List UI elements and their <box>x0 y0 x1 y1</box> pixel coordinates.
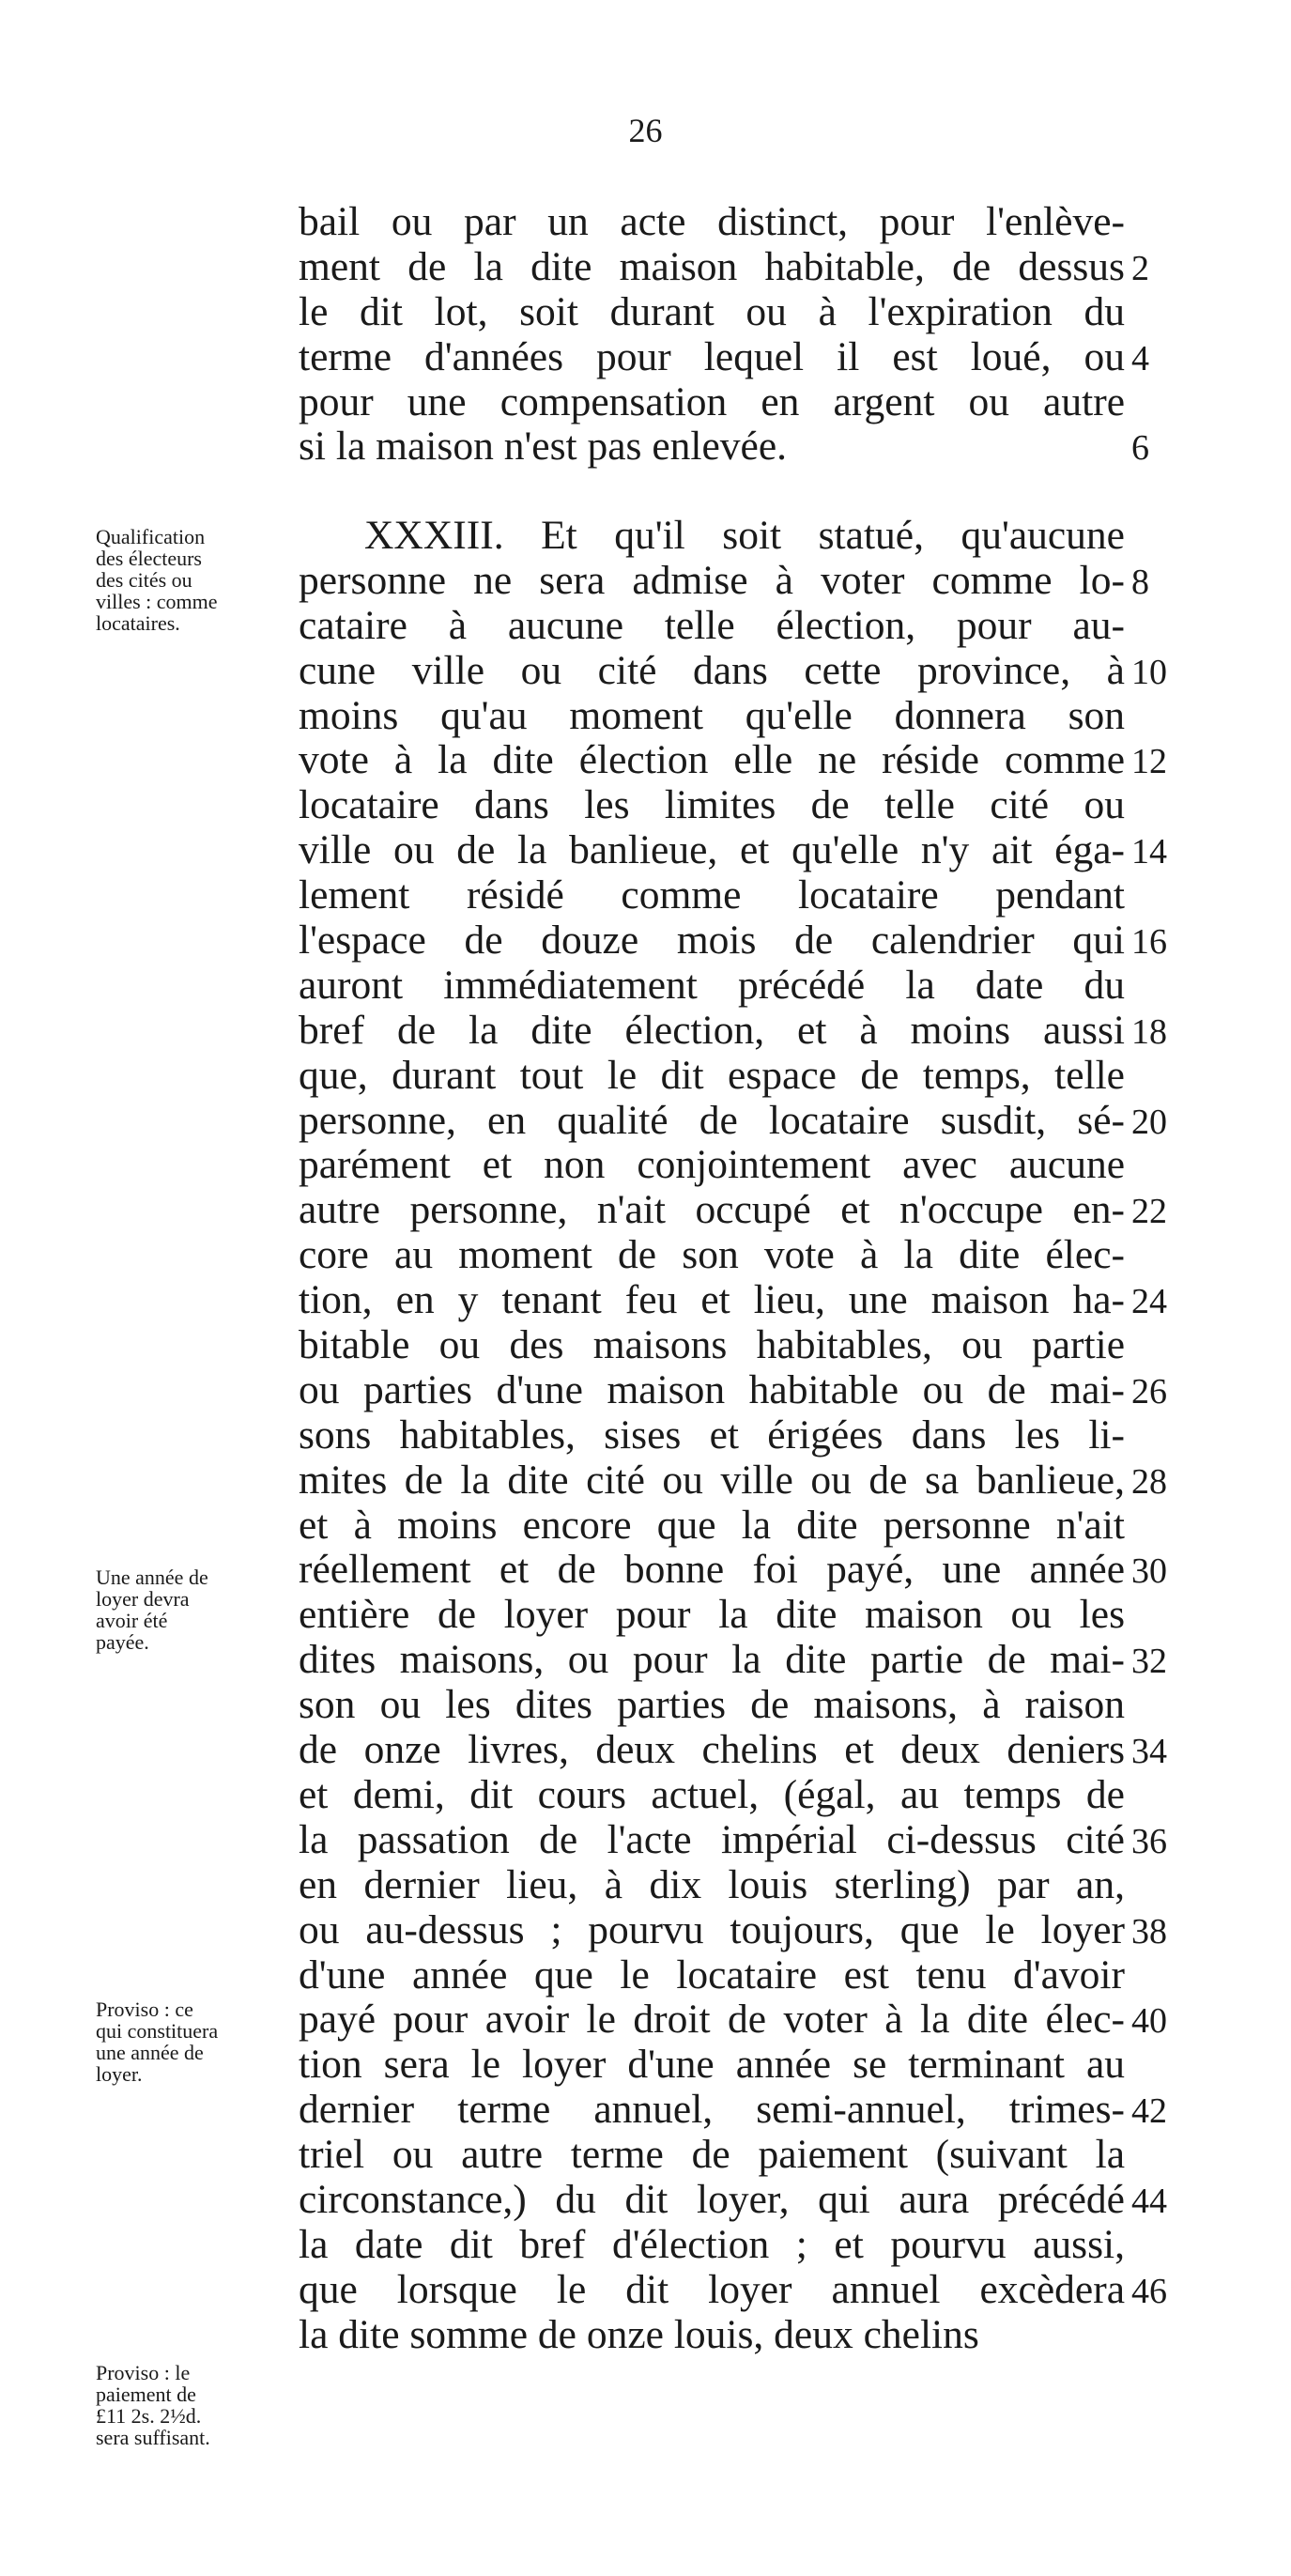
text-line: parément et non conjointement avec aucune <box>299 1142 1125 1188</box>
text-line: réellement et de bonne foi payé, une année <box>299 1547 1125 1593</box>
line-number <box>1131 1955 1188 2000</box>
text-line: que, durant tout le dit espace de temps, telle <box>299 1052 1125 1098</box>
text-line: ou parties d'une maison habitable ou de mai- <box>299 1366 1125 1412</box>
line-number <box>1131 1775 1188 1820</box>
line-number: 20 <box>1131 1102 1167 1142</box>
sidenote-line: paiement de <box>96 2383 196 2406</box>
sidenote-une-annee <box>96 1566 284 1653</box>
sidenote-line: payée. <box>96 1630 149 1654</box>
text-line: tion, en y tenant feu et lieu, une maison ha- <box>299 1277 1125 1323</box>
line-number <box>1131 875 1188 920</box>
text-line: dites maisons, ou pour la dite partie de mai- <box>299 1637 1125 1683</box>
sidenote-line: locataires. <box>96 611 180 635</box>
text-line: terme d'années pour lequel il est loué, ou <box>299 333 1125 379</box>
text-line: et à moins encore que la dite personne n'ait <box>299 1502 1125 1548</box>
line-number <box>1131 1145 1188 1190</box>
line-number <box>1131 202 1188 247</box>
text-line: entière de loyer pour la dite maison ou les <box>299 1592 1125 1638</box>
line-number: 30 <box>1131 1551 1167 1592</box>
sidenote-proviso-paiement <box>96 2362 284 2448</box>
text-line: ou au-dessus ; pourvu toujours, que le loyer <box>299 1906 1125 1952</box>
line-number <box>1131 1056 1188 1101</box>
line-number: 4 <box>1131 338 1149 378</box>
line-number: 24 <box>1131 1282 1167 1322</box>
text-line: triel ou autre terme de paiement (suivant la <box>299 2132 1125 2178</box>
line-number <box>1131 1865 1188 1910</box>
text-line: payé pour avoir le droit de voter à la dite élec- <box>299 1997 1125 2043</box>
sidenote-proviso-annee <box>96 1998 284 2085</box>
text-line: et demi, dit cours actuel, (égal, au temps de <box>299 1771 1125 1817</box>
line-number <box>1131 606 1188 651</box>
line-number: 34 <box>1131 1732 1167 1772</box>
line-number: 10 <box>1131 652 1167 692</box>
text-line: core au moment de son vote à la dite élec- <box>299 1232 1125 1278</box>
text-line: en dernier lieu, à dix louis sterling) par an, <box>299 1861 1125 1907</box>
text-line: lement résidé comme locataire pendant <box>299 872 1125 918</box>
line-number <box>1131 292 1188 337</box>
line-number: 18 <box>1131 1011 1167 1052</box>
line-number: 26 <box>1131 1371 1167 1411</box>
sidenote-line: qui constituera <box>96 2019 219 2043</box>
line-number <box>1131 1595 1188 1640</box>
sidenote-line: Proviso : le <box>96 2361 191 2384</box>
line-number <box>1131 1685 1188 1730</box>
line-number <box>1131 2225 1188 2270</box>
text-line: d'une année que le locataire est tenu d'avoir <box>299 1951 1125 1998</box>
sidenote-line: avoir été <box>96 1609 168 1632</box>
text-line: moins qu'au moment qu'elle donnera son <box>299 692 1125 738</box>
line-number: 14 <box>1131 832 1167 872</box>
line-number: 28 <box>1131 1461 1167 1502</box>
text-line: que lorsque le dit loyer annuel excèdera <box>299 2266 1125 2312</box>
text-line: la dite somme de onze louis, deux chelins <box>299 2311 979 2357</box>
sidenote-line: sera suffisant. <box>96 2426 210 2449</box>
text-line: l'espace de douze mois de calendrier qui <box>299 918 1125 964</box>
text-line: son ou les dites parties de maisons, à raison <box>299 1682 1125 1728</box>
text-line: bail ou par un acte distinct, pour l'enlève- <box>299 199 1125 244</box>
text-line: si la maison n'est pas enlevée. <box>299 424 788 470</box>
text-line: XXXIII. Et qu'il soit statué, qu'aucune <box>364 513 1125 558</box>
text-line: mites de la dite cité ou ville ou de sa banlieue, <box>299 1457 1125 1503</box>
line-number: 32 <box>1131 1642 1167 1682</box>
text-line: dernier terme annuel, semi-annuel, trimes- <box>299 2087 1125 2133</box>
text-line: cataire à aucune telle élection, pour au- <box>299 602 1125 648</box>
sidenote-line: loyer. <box>96 2062 143 2086</box>
sidenote-line: £11 2s. 2½d. <box>96 2404 202 2428</box>
line-number <box>1131 785 1188 830</box>
line-numbers-column <box>1131 202 1188 471</box>
text-line: locataire dans les limites de telle cité ou <box>299 782 1125 828</box>
text-line: la date dit bref d'élection ; et pourvu aussi, <box>299 2221 1125 2267</box>
line-number: 46 <box>1131 2271 1167 2311</box>
line-number: 42 <box>1131 2091 1167 2132</box>
line-number: 22 <box>1131 1192 1167 1232</box>
line-number: 44 <box>1131 2181 1167 2221</box>
line-number <box>1131 2044 1188 2090</box>
text-line: personne, en qualité de locataire susdit, sé- <box>299 1097 1125 1143</box>
line-number <box>1131 382 1188 427</box>
line-number: 8 <box>1131 562 1149 602</box>
line-number <box>1131 2315 1188 2360</box>
text-line: auront immédiatement précédé la date du <box>299 962 1125 1008</box>
text-line: le dit lot, soit durant ou à l'expiration du <box>299 288 1125 334</box>
article-xxxiii <box>299 514 1125 2358</box>
sidenote-line: une année de <box>96 2041 204 2064</box>
text-line: vote à la dite élection elle ne réside comme <box>299 737 1125 783</box>
line-number <box>1131 1505 1188 1550</box>
line-number <box>1131 516 1188 561</box>
sidenote-qualification <box>96 526 284 634</box>
line-number <box>1131 1235 1188 1280</box>
text-line: tion sera le loyer d'une année se terminant au <box>299 2042 1125 2088</box>
line-numbers-column <box>1131 516 1188 2360</box>
line-number: 12 <box>1131 742 1167 782</box>
line-number: 16 <box>1131 922 1167 963</box>
line-number: 38 <box>1131 1911 1167 1951</box>
text-line: de onze livres, deux chelins et deux deniers <box>299 1727 1125 1773</box>
text-line: ville ou de la banlieue, et qu'elle n'y ait éga- <box>299 827 1125 873</box>
line-number: 40 <box>1131 2001 1167 2042</box>
line-number: 6 <box>1131 428 1149 469</box>
line-number: 36 <box>1131 1821 1167 1861</box>
text-line: cune ville ou cité dans cette province, à <box>299 647 1125 693</box>
text-line: personne ne sera admise à voter comme lo- <box>299 557 1125 603</box>
text-line: autre personne, n'ait occupé et n'occupe en- <box>299 1187 1125 1233</box>
line-number: 2 <box>1131 248 1149 288</box>
sidenote-line: Une année de <box>96 1566 208 1589</box>
sidenote-line: Proviso : ce <box>96 1998 193 2021</box>
text-line: bref de la dite élection, et à moins aussi <box>299 1007 1125 1053</box>
sidenote-line: loyer devra <box>96 1587 190 1611</box>
text-line: la passation de l'acte impérial ci-dessus cité <box>299 1816 1125 1862</box>
text-line: circonstance,) du dit loyer, qui aura précédé <box>299 2176 1125 2222</box>
page-number: 26 <box>628 112 663 149</box>
line-number <box>1131 1325 1188 1370</box>
sidenote-line: villes : comme <box>96 590 218 613</box>
text-line: sons habitables, sises et érigées dans les li- <box>299 1411 1125 1458</box>
paragraph-continuation <box>299 200 1125 470</box>
text-line: ment de la dite maison habitable, de dessus <box>299 243 1125 289</box>
line-number <box>1131 1415 1188 1460</box>
sidenote-line: Qualification <box>96 525 206 548</box>
line-number <box>1131 965 1188 1010</box>
text-line: pour une compensation en argent ou autre <box>299 378 1125 424</box>
sidenote-line: des électeurs <box>96 547 202 570</box>
line-number <box>1131 2135 1188 2180</box>
sidenote-line: des cités ou <box>96 568 192 592</box>
line-number <box>1131 696 1188 741</box>
text-line: bitable ou des maisons habitables, ou partie <box>299 1322 1125 1368</box>
